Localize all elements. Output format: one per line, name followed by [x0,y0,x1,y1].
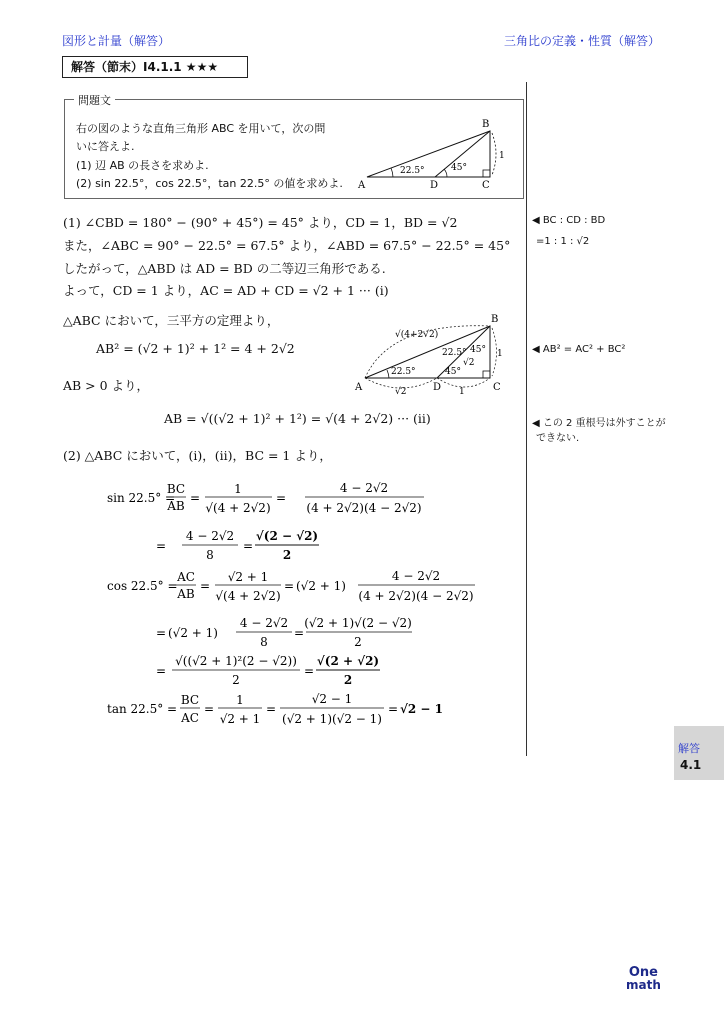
svg-text:=: = [156,626,167,640]
cos-f4-pre: (√2 + 1) [168,626,218,640]
svg-text:=: = [294,626,305,640]
cos-f7-den: 2 [343,673,353,687]
tan-f3-den: (√2 + 1)(√2 − 1) [282,712,382,726]
fig2-angle-d: 45° [445,367,461,377]
sin-f4-num: 4 − 2√2 [185,529,235,543]
tan-f2-den: √2 + 1 [219,712,261,726]
fig2-label-b: B [491,314,499,325]
fig2-angle-b2: 45° [470,345,486,355]
cos-f2-den: √(4 + 2√2) [215,589,281,603]
problem-line-2: いに答えよ. [76,140,135,153]
solution-figure [345,312,510,397]
cos-f1-num: AC [177,570,195,584]
section-title: 解答（節末）I4.1.1 ★★★ [62,56,248,78]
svg-text:=: = [156,664,167,678]
cos-f6-den: 2 [232,673,240,687]
fig2-angle-a: 22.5° [391,367,416,377]
svg-text:=: = [284,579,295,593]
sin-f1-den: AB [167,499,185,513]
fig2-side-ad: √2 [395,387,407,397]
cos-f2-num: √2 + 1 [227,570,269,584]
cos-f7-num: √(2 + √2) [316,654,380,668]
sol-line-4: よって，CD = 1 より，AC = AD + CD = √2 + 1 ··· (i) [63,283,389,298]
sol-line-8: AB = √((√2 + 1)² + 1²) = √(4 + 2√2) ··· (ii) [164,411,431,426]
fig2-angle-b1: 22.5° [442,348,467,358]
trig-derivation [100,472,520,732]
fig1-angle-a: 22.5° [400,166,425,176]
tan-f2-num: 1 [236,693,244,707]
sol-line-7: AB > 0 より， [63,378,150,393]
svg-text:=: = [266,702,277,716]
fig1-label-a: A [358,180,366,191]
svg-text:=: = [156,539,167,553]
svg-text:=: = [200,579,211,593]
sol-line-9: (2) △ABC において，(i)，(ii)，BC = 1 より， [63,448,332,463]
logo-top-text: One [628,965,658,980]
sin-f4-den: 8 [206,548,214,562]
chapter-tab-label: 解答 [678,742,700,755]
svg-text:=: = [388,702,399,716]
svg-text:=: = [243,539,254,553]
cos-f5-den: 2 [354,635,362,649]
fig2-label-c: C [493,382,501,393]
side-note-1a: ◀ BC : CD : BD [532,215,606,226]
sin-f2-den: √(4 + 2√2) [205,501,271,515]
fig2-label-d: D [433,382,442,393]
svg-text:=: = [204,702,215,716]
tan-f1-num: BC [180,693,200,707]
sin-f2-num: 1 [234,482,242,496]
tan-lhs: tan 22.5° = [107,702,178,716]
sol-line-2: また，∠ABC = 90° − 22.5° = 67.5° より，∠ABD = 67.5° − 22.5° = 45° [63,238,511,253]
cos-lhs: cos 22.5° = [107,579,178,593]
margin-divider [526,82,527,756]
fig1-side-bc: 1 [499,151,505,161]
tan-result: √2 − 1 [400,702,443,716]
fig1-label-d: D [430,180,439,191]
side-note-2: ◀ AB² = AC² + BC² [532,344,626,355]
side-note-1b: =1 : 1 : √2 [536,236,590,247]
chapter-tab-number: 4.1 [680,758,702,772]
problem-line-1: 右の図のような直角三角形 ABC を用いて，次の問 [76,122,326,135]
side-note-3b: できない. [536,433,580,444]
svg-text:=: = [304,664,315,678]
sol-line-3: したがって，△ABD は AD = BD の二等辺三角形である. [63,261,386,276]
side-note-3a: ◀ この 2 重根号は外すことが [532,418,666,429]
cos-f3-pre: (√2 + 1) [296,579,346,593]
fig1-angle-d: 45° [451,163,467,173]
problem-line-4: (2) sin 22.5°，cos 22.5°，tan 22.5° の値を求めよ. [76,177,343,190]
cos-f6-num: √((√2 + 1)²(2 − √2)) [175,654,297,668]
fig2-side-bc: 1 [497,349,503,359]
sol-line-6: AB² = (√2 + 1)² + 1² = 4 + 2√2 [96,341,295,356]
cos-f1-den: AB [177,587,195,601]
fig1-label-c: C [482,180,490,191]
problem-line-3: (1) 辺 AB の長さを求めよ. [76,159,209,172]
cos-f4-num: 4 − 2√2 [239,616,289,630]
sol-line-1: (1) ∠CBD = 180° − (90° + 45°) = 45° より，CD = 1，BD = √2 [63,215,458,230]
cos-f3-num: 4 − 2√2 [391,569,441,583]
sin-f5-num: √(2 − √2) [255,529,319,543]
sin-f5-den: 2 [282,548,292,562]
sin-f3-num: 4 − 2√2 [339,481,389,495]
fig2-side-bd: √2 [463,358,475,368]
fig2-side-dc: 1 [459,387,465,397]
logo-bottom-text: math [626,978,661,992]
header-left: 図形と計量（解答） [62,34,171,48]
fig2-label-a: A [355,382,363,393]
sin-lhs: sin 22.5° = [107,491,176,505]
tan-f3-num: √2 − 1 [311,692,353,706]
problem-figure [355,115,515,195]
fig1-label-b: B [482,119,490,130]
tan-f1-den: AC [181,711,199,725]
svg-text:=: = [190,491,201,505]
cos-f4-den: 8 [260,635,268,649]
sol-line-5: △ABC において，三平方の定理より， [63,313,280,328]
sin-f1-num: BC [166,482,186,496]
cos-f5-num: (√2 + 1)√(2 − √2) [304,616,412,630]
problem-label: 問題文 [74,92,115,108]
cos-f3-den: (4 + 2√2)(4 − 2√2) [358,589,474,603]
onemath-logo [626,966,661,992]
fig2-side-ab: √(4+2√2) [395,330,439,340]
sin-f3-den: (4 + 2√2)(4 − 2√2) [306,501,422,515]
header-right: 三角比の定義・性質（解答） [503,34,660,48]
svg-text:=: = [276,491,287,505]
